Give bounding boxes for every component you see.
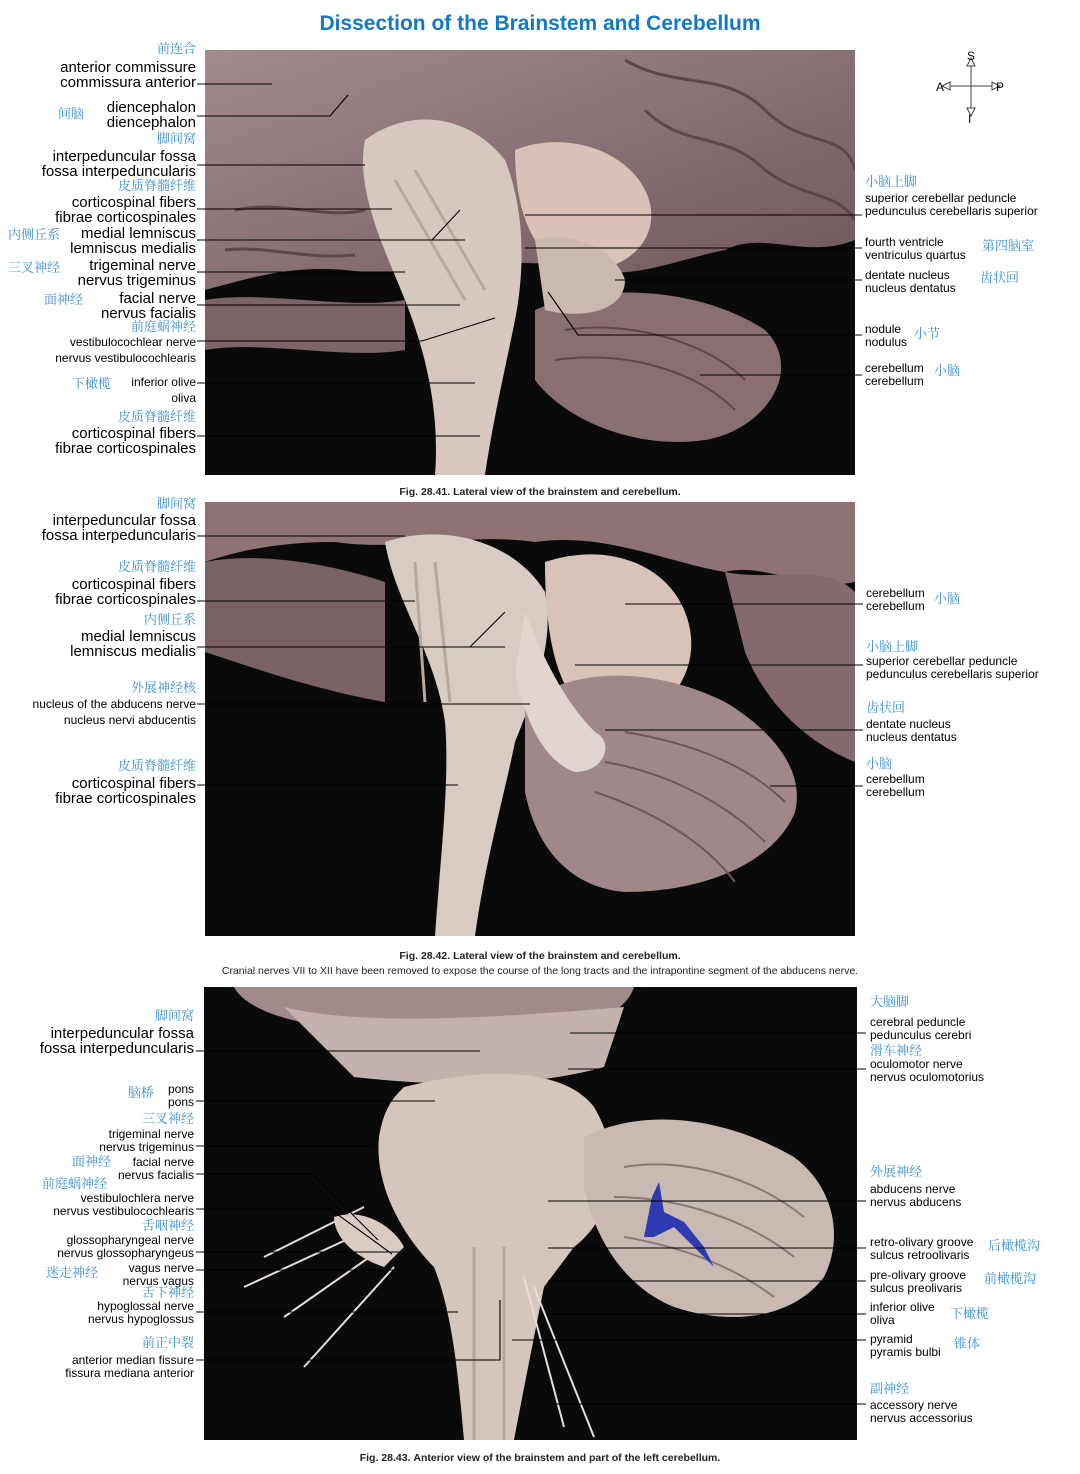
fig1-label-dentate-nucleus: dentate nucleus nucleus dentatus (865, 268, 956, 295)
fig3-photo (204, 987, 857, 1440)
fig3-label-pons: pons pons (167, 1082, 194, 1109)
fig3-label-pre-olivary-groove: pre-olivary groove sulcus preolivaris (870, 1268, 967, 1295)
fig1-label-corticospinal-fibers-lower: corticospinal fibers fibrae corticospinales (55, 425, 196, 457)
fig3-label-zh: 下橄榄 (950, 1307, 990, 1322)
fig1-caption: Fig. 28.41. Lateral view of the brainstem and cerebellum. (399, 486, 681, 498)
fig1-label-zh: 小节 (914, 327, 941, 342)
fig1-label-zh: 小脑上脚 (865, 175, 918, 190)
fig2-label-zh: 小脑 (866, 757, 893, 772)
fig3-label-cerebral-peduncle: cerebral peduncle pedunculus cerebri (870, 1015, 972, 1042)
fig3-label-vagus-nerve: vagus nerve nervus vagus (122, 1261, 194, 1288)
fig2-label-corticospinal-fibers-lower: corticospinal fibers fibrae corticospinales (55, 775, 196, 807)
fig1-label-zh: 皮质脊髓纤维 (117, 410, 196, 425)
fig3-label-retro-olivary-groove: retro-olivary groove sulcus retroolivaris (870, 1235, 974, 1262)
fig3-label-inferior-olive: inferior olive oliva (870, 1300, 935, 1327)
fig2-label-zh: 皮质脊髓纤维 (117, 560, 196, 575)
fig1-photo (205, 50, 855, 475)
fig1-label-zh: 内侧丘系 (8, 228, 61, 243)
fig1-label-medial-lemniscus: medial lemniscus lemniscus medialis (70, 225, 196, 257)
fig3-label-zh: 迷走神经 (46, 1266, 99, 1281)
fig1-label-corticospinal-fibers: corticospinal fibers fibrae corticospinales (55, 194, 196, 226)
compass-s: S (967, 49, 976, 63)
fig1-specimen (205, 50, 855, 475)
fig3-label-zh: 舌下神经 (141, 1286, 194, 1301)
fig1-label-diencephalon: diencephalon diencephalon (106, 99, 196, 131)
fig2-label-zh: 小脑上脚 (866, 640, 919, 655)
fig3-label-zh: 锥体 (954, 1337, 981, 1352)
fig1-label-fourth-ventricle: fourth ventricle ventriculus quartus (865, 235, 966, 262)
fig3-label-interpeduncular-fossa: interpeduncular fossa fossa interpeduncularis (39, 1025, 194, 1057)
fig2-label-medial-lemniscus: medial lemniscus lemniscus medialis (70, 628, 196, 660)
fig1-label-zh: 下橄榄 (72, 377, 112, 392)
fig2-photo (205, 502, 855, 936)
fig1-label-nodule: nodule nodulus (865, 322, 908, 349)
fig3-label-abducens-nerve: abducens nerve nervus abducens (870, 1182, 962, 1209)
fig3-label-zh: 前橄榄沟 (984, 1272, 1037, 1287)
fig2-label-nucleus-abducens: nucleus of the abducens nerve nucleus nervi abducentis (32, 697, 196, 727)
fig3-label-zh: 舌咽神经 (141, 1219, 194, 1234)
fig1-label-inferior-olive: inferior olive oliva (131, 375, 196, 405)
fig2-label-cerebellum-lower: cerebellum cerebellum (866, 772, 925, 799)
fig1-label-zh: 第四脑室 (982, 239, 1035, 254)
fig3-label-zh: 前正中裂 (141, 1336, 194, 1351)
fig3-label-zh: 滑车神经 (870, 1044, 923, 1059)
page-title: Dissection of the Brainstem and Cerebellum (319, 12, 761, 35)
fig1-label-zh: 前连合 (156, 42, 196, 57)
fig2-label-zh: 齿状回 (866, 701, 906, 716)
fig3-label-zh: 副神经 (870, 1382, 910, 1397)
fig1-label-superior-cerebellar-peduncle: superior cerebellar peduncle pedunculus cerebellaris superior (865, 191, 1038, 218)
fig1-label-zh: 小脑 (934, 364, 961, 379)
fig1-label-zh: 三叉神经 (8, 261, 61, 276)
fig3-label-zh: 大脑脚 (870, 995, 910, 1010)
fig3-label-glossopharyngeal-nerve: glossopharyngeal nerve nervus glossopharyngeus (57, 1233, 194, 1260)
fig1-label-cerebellum: cerebellum cerebellum (865, 361, 924, 388)
fig1-label-zh: 间脑 (58, 107, 85, 122)
fig1-label-zh: 脚间窝 (156, 132, 196, 147)
fig1-label-vestibulocochlear-nerve: vestibulocochlear nerve nervus vestibulocochlearis (55, 335, 196, 365)
fig3-label-trigeminal-nerve: trigeminal nerve nervus trigeminus (99, 1127, 194, 1154)
fig1-label-anterior-commissure: anterior commissure commissura anterior (60, 59, 196, 91)
fig1-label-zh: 皮质脊髓纤维 (117, 179, 196, 194)
fig2-label-corticospinal-fibers: corticospinal fibers fibrae corticospinales (55, 576, 196, 608)
fig2-label-cerebellum: cerebellum cerebellum (866, 586, 925, 613)
fig2-label-superior-cerebellar-peduncle: superior cerebellar peduncle pedunculus cerebellaris superior (866, 654, 1039, 681)
fig2-label-zh: 小脑 (934, 592, 961, 607)
fig2-label-interpeduncular-fossa: interpeduncular fossa fossa interpeduncularis (41, 512, 196, 544)
fig3-label-zh: 脚间窝 (154, 1009, 194, 1024)
fig2-label-dentate-nucleus: dentate nucleus nucleus dentatus (866, 717, 957, 744)
fig2-subcaption: Cranial nerves VII to XII have been removed to expose the course of the long tracts and the intrapontine segment of the abducens nerve. (221, 965, 859, 977)
fig3-caption: Fig. 28.43. Anterior view of the brainstem and part of the left cerebellum. (359, 1452, 721, 1464)
fig3-label-anterior-median-fissure: anterior median fissure fissura mediana anterior (65, 1353, 194, 1380)
fig3-label-pyramid: pyramid pyramis bulbi (870, 1332, 941, 1359)
fig2-label-zh: 内侧丘系 (143, 613, 196, 628)
fig3-label-zh: 后橄榄沟 (988, 1239, 1041, 1254)
fig3-label-zh: 脑桥 (128, 1086, 155, 1101)
compass-a: A (936, 80, 945, 94)
fig1-label-facial-nerve: facial nerve nervus facialis (100, 290, 196, 322)
fig1-label-zh: 齿状回 (980, 271, 1020, 286)
fig3-label-hypoglossal-nerve: hypoglossal nerve nervus hypoglossus (87, 1299, 194, 1326)
fig3-label-accessory-nerve: accessory nerve nervus accessorius (870, 1398, 973, 1425)
compass (936, 50, 1006, 124)
fig2-label-zh: 皮质脊髓纤维 (117, 759, 196, 774)
fig2-label-zh: 外展神经核 (130, 681, 196, 696)
fig1-label-zh: 面神经 (44, 293, 84, 308)
compass-i: I (968, 112, 972, 126)
fig2-caption: Fig. 28.42. Lateral view of the brainstem and cerebellum. (399, 950, 681, 962)
fig3-label-zh: 面神经 (72, 1155, 112, 1170)
fig3-specimen (204, 987, 857, 1440)
fig3-label-zh: 前庭蜗神经 (42, 1177, 108, 1192)
fig3-label-oculomotor-nerve: oculomotor nerve nervus oculomotorius (870, 1057, 985, 1084)
fig2-specimen (205, 502, 855, 936)
fig3-label-vestibulocochlear-nerve: vestibulochlera nerve nervus vestibulocochlearis (53, 1191, 194, 1218)
fig3-label-zh: 三叉神经 (141, 1112, 194, 1127)
compass-p: P (996, 80, 1005, 94)
fig3-label-zh: 外展神经 (870, 1165, 923, 1180)
fig2-label-zh: 脚间窝 (156, 497, 196, 512)
fig1-label-zh: 前庭蜗神经 (130, 320, 196, 335)
fig1-label-interpeduncular-fossa: interpeduncular fossa fossa interpeduncularis (41, 148, 196, 180)
fig3-label-facial-nerve: facial nerve nervus facialis (117, 1155, 194, 1182)
fig1-label-trigeminal-nerve: trigeminal nerve nervus trigeminus (77, 257, 196, 289)
